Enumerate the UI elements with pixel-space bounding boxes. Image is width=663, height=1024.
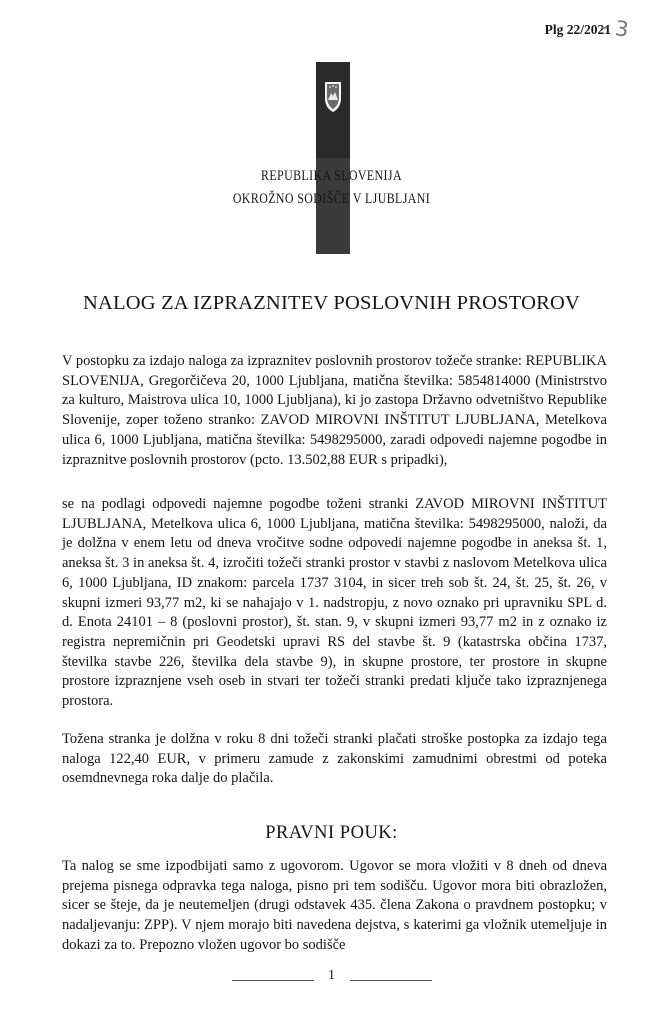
page-number: 1	[328, 968, 335, 983]
footer-rule-right	[350, 980, 432, 981]
intro-paragraph: V postopku za izdajo naloga za izpraznitev poslovnih prostorov tožeče stranke: REPUBLIKA SLOVENIJA, Gregorčičeva 20, 1000 Ljubljana, matična številka: 5854814000 (Ministrstvo za kulturo, Maistrova ulica 10, 1000 Ljubljana), ki jo zastopa Državno odvetništvo Republike Slovenije, zoper toženo stranko: ZAVOD MIROVNI INŠTITUT LJUBLJANA, Metelkova ulica 6, 1000 Ljubljana, matična številka: 5498295000, zaradi odpovedi najemne pogodbe in izpraznitve poslovnih prostorov (pcto. 13.502,88 EUR s pripadki),	[62, 353, 607, 468]
order-paragraph: se na podlagi odpovedi najemne pogodbe toženi stranki ZAVOD MIROVNI INŠTITUT LJUBLJANA, Metelkova ulica 6, 1000 Ljubljana, matična številka: 5498295000, naloži, da je dolžna v enem letu od dneva vročitve sodne odpovedi najemne pogodbe in aneksa št. 1, aneksa št. 3 in aneksa št. 4, izročiti tožeči stranki prostor v stavbi z naslovom Metelkova ulica 6, 1000 Ljubljana, ID znakom: parcela 1737 3104, in sicer treh sob št. 24, št. 25, št. 26, v skupni izmeri 93,77 m2, ki se nahajajo v 1. nadstropju, z novo oznako pri upravniku SPL d. d. Enota 24101 – 8 (poslovni prostor), št. stan. 9, v skupni izmeri 93,77 m2 in z oznako iz registra nepremičnin pri Geodetski upravi RS del stavbe št. 9 (katastrska občina 1737, številka stavbe 226, številka dela stavbe 9), in skupne prostore, ter prostore in skupne prostore izpraznjene vseh oseb in stvari ter tožeči stranki predati ključe tako izpraznjenega prostora.	[62, 496, 607, 710]
court-name-line-2: OKROŽNO SODIŠČE V LJUBLJANI	[232, 191, 431, 207]
court-name-line-1: REPUBLIKA SLOVENIJA	[261, 168, 402, 184]
handwritten-mark: - 3	[599, 14, 631, 42]
case-number: Plg 22/2021	[544, 22, 611, 37]
section-heading: PRAVNI POUK:	[265, 823, 398, 843]
instruction-paragraph: Ta nalog se sme izpodbijati samo z ugovorom. Ugovor se mora vložiti v 8 dneh od dneva prejema pisnega odpravka tega naloga, pisno pri tem sodišču. Ugovor mora biti obrazložen, sicer se šteje, da je neutemeljen (drugi odstavek 435. člena Zakona o pravdnem postopku; v nadaljevanju: ZPP). V njem morajo biti navedena dejstva, s katerimi ga vložnik utemeljuje in dokazi za to. Prepozno vložen ugovor bo sodišče	[62, 858, 607, 953]
document-title: NALOG ZA IZPRAZNITEV POSLOVNIH PROSTOROV	[83, 292, 580, 314]
costs-paragraph: Tožena stranka je dolžna v roku 8 dni tožeči stranki plačati stroške postopka za izdajo tega naloga 122,40 EUR, v primeru zamude z zakonskimi zamudnimi obrestmi od poteka osemdnevnega roka dalje do plačila.	[62, 731, 607, 787]
coat-of-arms-icon	[316, 62, 350, 254]
